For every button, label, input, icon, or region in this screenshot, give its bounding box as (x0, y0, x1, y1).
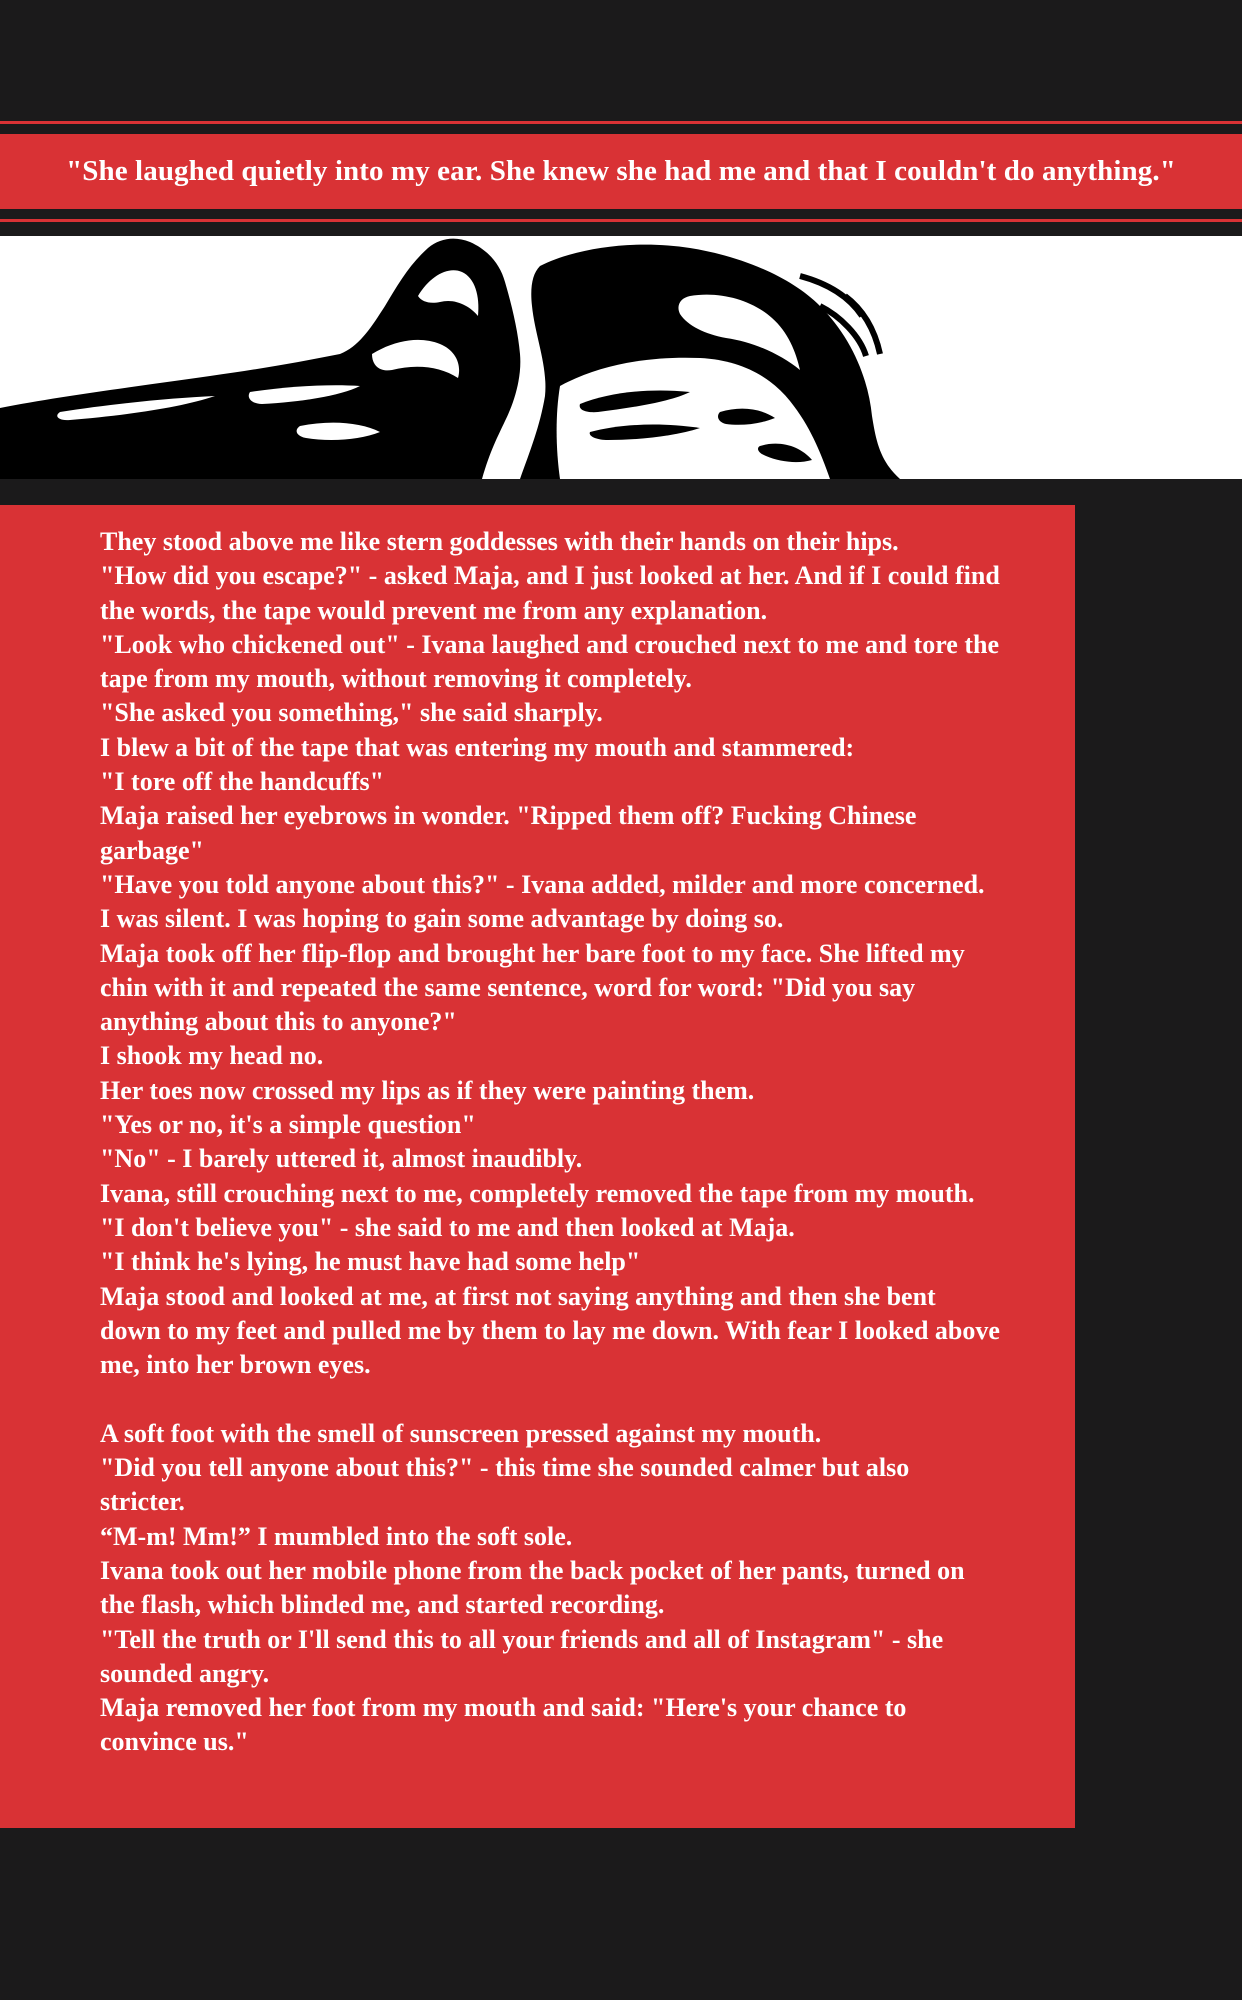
story-paragraph: "Look who chickened out" - Ivana laughed and crouched next to me and tore the tape from my mouth, without removing it completely. (100, 629, 999, 694)
divider-top (0, 121, 1242, 124)
story-paragraph: "Tell the truth or I'll send this to all your friends and all of Instagram" - she sounded angry. (100, 1624, 944, 1688)
story-paragraph: "I don't believe you" - she said to me and then looked at Maja. (100, 1212, 795, 1242)
story-paragraph: Maja took off her flip-flop and brought her bare foot to my face. She lifted my chin with it and repeated the same sentence, word for word: "Did you say anything about this to anyone?" (100, 938, 965, 1037)
story-paragraph: "Did you tell anyone about this?" - this time she sounded calmer but also stricter. (100, 1453, 910, 1517)
story-paragraph: "How did you escape?" - asked Maja, and I just looked at her. And if I could find the words, the tape would prevent me from any explanation. (100, 561, 1000, 625)
story-paragraph: Maja stood and looked at me, at first not saying anything and then she bent down to my feet and pulled me by them to lay me down. With fear I looked above me, into her brown eyes. (100, 1281, 1000, 1380)
quote-banner (0, 134, 1242, 209)
pull-quote: "She laughed quietly into my ear. She knew she had me and that I couldn't do anything." (66, 155, 1176, 187)
divider-bottom (0, 219, 1242, 222)
story-paragraph: "I think he's lying, he must have had some help" (100, 1247, 641, 1277)
story-paragraph: "I tore off the handcuffs" (100, 767, 385, 797)
story-paragraph: A soft foot with the smell of sunscreen pressed against my mouth. (100, 1418, 822, 1448)
story-paragraph: “M-m! Mm!” I mumbled into the soft sole. (100, 1521, 573, 1551)
foot-on-face-illustration (0, 236, 1242, 479)
story-paragraph: "No" - I barely uttered it, almost inaudibly. (100, 1144, 583, 1174)
story-panel (0, 505, 1075, 1828)
paragraph-spacer (100, 1382, 1000, 1416)
story-text (100, 525, 1000, 1760)
story-paragraph: Maja raised her eyebrows in wonder. "Ripped them off? Fucking Chinese garbage" (100, 801, 917, 865)
story-paragraph: They stood above me like stern goddesses with their hands on their hips. (100, 527, 899, 556)
story-paragraph: "Yes or no, it's a simple question" (100, 1110, 476, 1140)
story-paragraph: Ivana took out her mobile phone from the back pocket of her pants, turned on the flash, which blinded me, and started recording. (100, 1555, 965, 1620)
story-paragraph: Ivana, still crouching next to me, completely removed the tape from my mouth. (100, 1178, 975, 1208)
story-paragraph: I blew a bit of the tape that was entering my mouth and stammered: (100, 732, 855, 762)
story-paragraph: I was silent. I was hoping to gain some advantage by doing so. (100, 904, 784, 934)
story-paragraph: I shook my head no. (100, 1041, 324, 1071)
story-paragraph: "She asked you something," she said sharply. (100, 698, 603, 728)
story-paragraph: "Have you told anyone about this?" - Ivana added, milder and more concerned. (100, 869, 985, 899)
story-paragraph: Maja removed her foot from my mouth and said: "Here's your chance to convince us." (100, 1693, 907, 1757)
story-paragraph: Her toes now crossed my lips as if they were painting them. (100, 1075, 755, 1105)
